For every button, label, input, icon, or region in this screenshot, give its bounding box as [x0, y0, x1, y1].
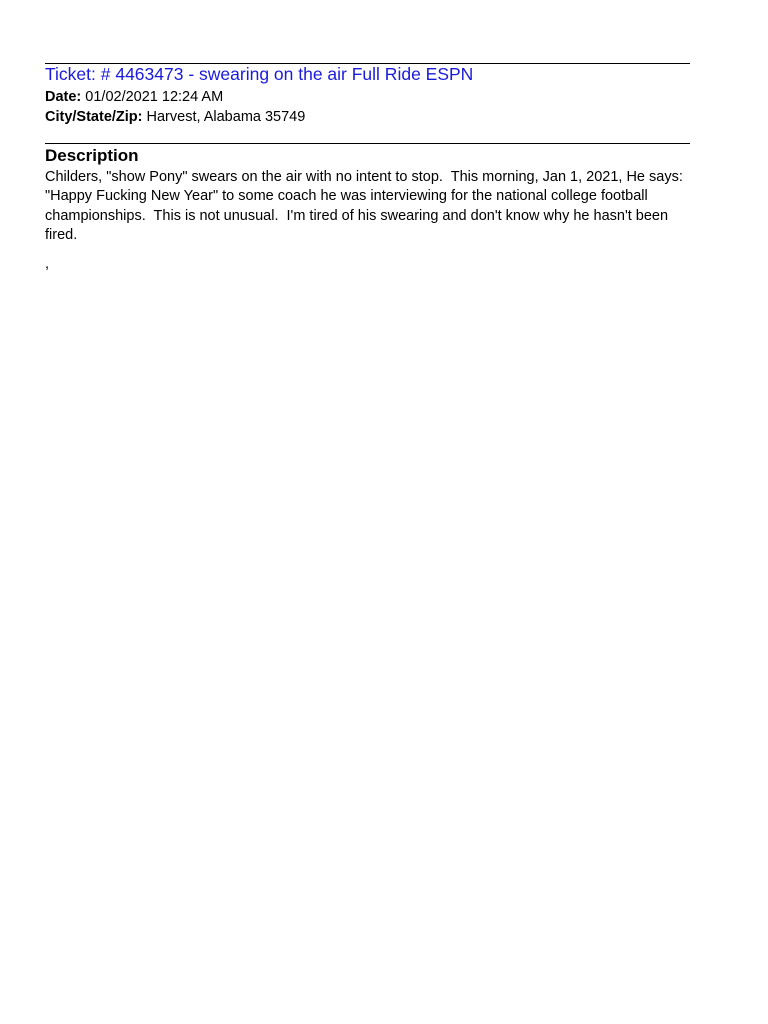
location-value: Harvest, Alabama 35749 — [146, 109, 306, 125]
description-heading: Description — [45, 146, 139, 165]
date-value: 01/02/2021 12:24 AM — [85, 89, 224, 105]
location-field — [45, 109, 305, 125]
date-label: Date: — [45, 89, 82, 105]
date-field — [45, 89, 223, 105]
trailing-comma: , — [45, 256, 50, 272]
description-body: Childers, "show Pony" swears on the air with no intent to stop. This morning, Jan 1, 2021, He says: "Happy Fucking New Year" to some coach he was interviewing for the national college football championships. This is not unusual. I'm tired of his swearing and don't know why he hasn't been fired. — [45, 169, 683, 243]
section-divider — [45, 143, 690, 144]
location-label: City/State/Zip: — [45, 109, 143, 125]
ticket-title: Ticket: # 4463473 - swearing on the air Full Ride ESPN — [45, 64, 474, 84]
